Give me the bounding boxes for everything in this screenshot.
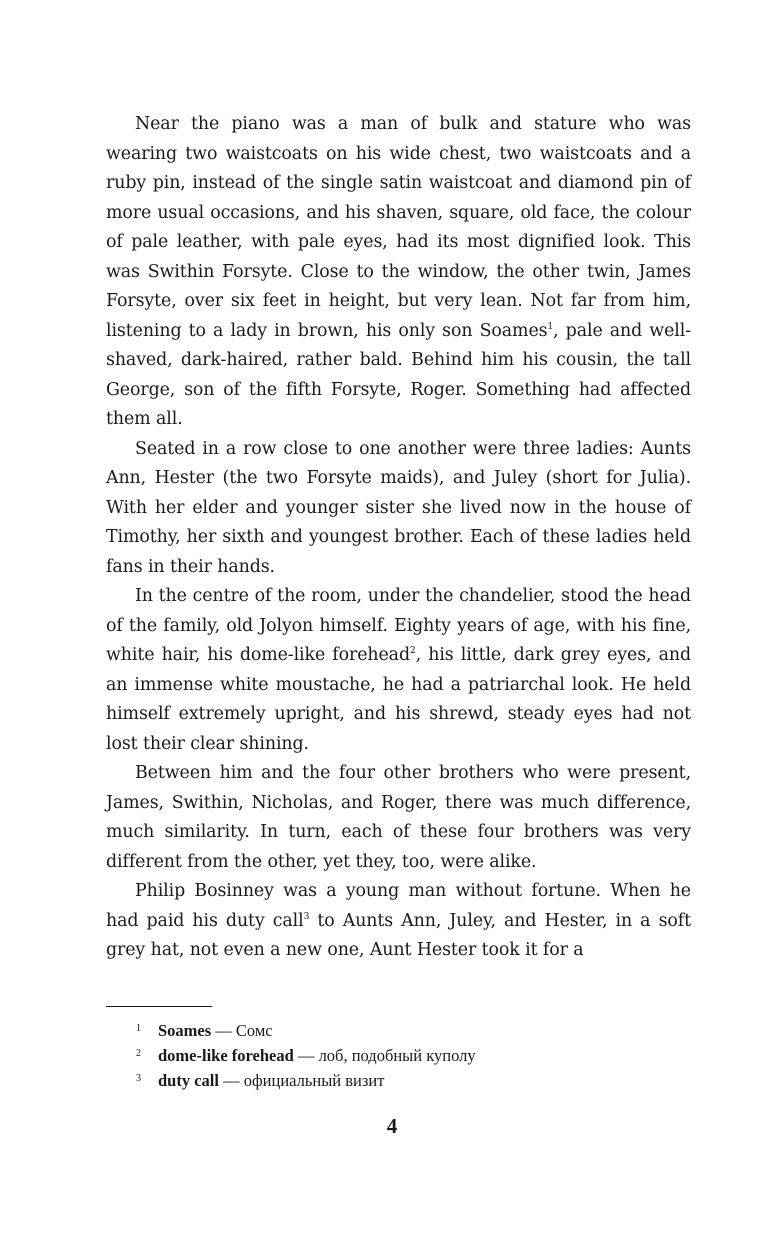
footnote-divider (106, 1006, 212, 1007)
footnote (136, 1067, 696, 1092)
footnote-term: duty call (158, 1071, 219, 1090)
footnote (136, 1042, 696, 1067)
text-segment: Philip Bosinney was a young man without fortune. When he had paid his duty call (106, 881, 691, 931)
page-number: 4 (386, 1114, 398, 1138)
text-segment: Between him and the four other brothers who were present, James, Swithin, Nicholas, and Roger, there was much difference, much similarity. In turn, each of these four brothers was very different from the other, yet they, too, were alike. (106, 763, 691, 872)
text-segment: to Aunts Ann, Juley, and Hester, in a soft grey hat, not even a new one, Aunt Hester took it for a (106, 910, 691, 960)
text-segment: , his little, dark grey eyes, and an immense white moustache, he had a patriarchal look. He held himself extremely upright, and his shrewd, steady eyes had not lost their clear shining. (106, 645, 692, 754)
footnote-number: 1 (136, 1023, 141, 1034)
footnote-translation: Сомс (235, 1021, 273, 1040)
footnote-separator: — (211, 1021, 236, 1040)
footnote-separator: — (293, 1046, 319, 1065)
footnote-ref: 1 (547, 321, 554, 332)
text-segment: Near the piano was a man of bulk and stature who was wearing two waistcoats on his wide chest, two waistcoats and a ruby pin, instead of the single satin waistcoat and diamond pin of more usual occasions, and his shaven, square, old face, the colour of pale leather, with pale eyes, had its most dignified look. This was Swithin Forsyte. Close to the window, the other twin, James Forsyte, over six feet in height, but very lean. Not far from him, listening to a lady in brown, his only son Soames (106, 114, 691, 341)
text-segment: In the centre of the room, under the chandelier, stood the head of the family, old Jolyon himself. Eighty years of age, with his fine, white hair, his dome-like forehead (106, 586, 691, 665)
paragraph (106, 582, 691, 759)
paragraph (106, 435, 691, 583)
footnote-ref: 2 (410, 646, 416, 657)
footnote-term: dome-like forehead (158, 1046, 294, 1065)
footnote-translation: лоб, подобный куполу (318, 1046, 476, 1065)
footnote-number: 2 (136, 1048, 141, 1059)
paragraph (106, 110, 691, 435)
text-segment: , pale and well-shaved, dark-haired, rather bald. Behind him his cousin, the tall George, son of the fifth Forsyte, Roger. Something had affected them all. (106, 320, 691, 429)
footnote (136, 1017, 696, 1042)
footnote-translation: официальный визит (243, 1071, 385, 1090)
footnote-term: Soames (158, 1021, 212, 1040)
footnote-separator: — (218, 1071, 244, 1090)
paragraph (106, 877, 691, 966)
paragraph (106, 759, 691, 877)
footnote-ref: 3 (303, 911, 310, 922)
footnotes (136, 1017, 696, 1092)
footnote-number: 3 (136, 1073, 141, 1084)
text-segment: Seated in a row close to one another were three ladies: Aunts Ann, Hester (the two Forsyte maids), and Juley (short for Julia). With her elder and younger sister she lived now in the house of Timothy, her sixth and youngest brother. Each of these ladies held fans in their hands. (106, 438, 691, 577)
body-text (106, 110, 691, 966)
